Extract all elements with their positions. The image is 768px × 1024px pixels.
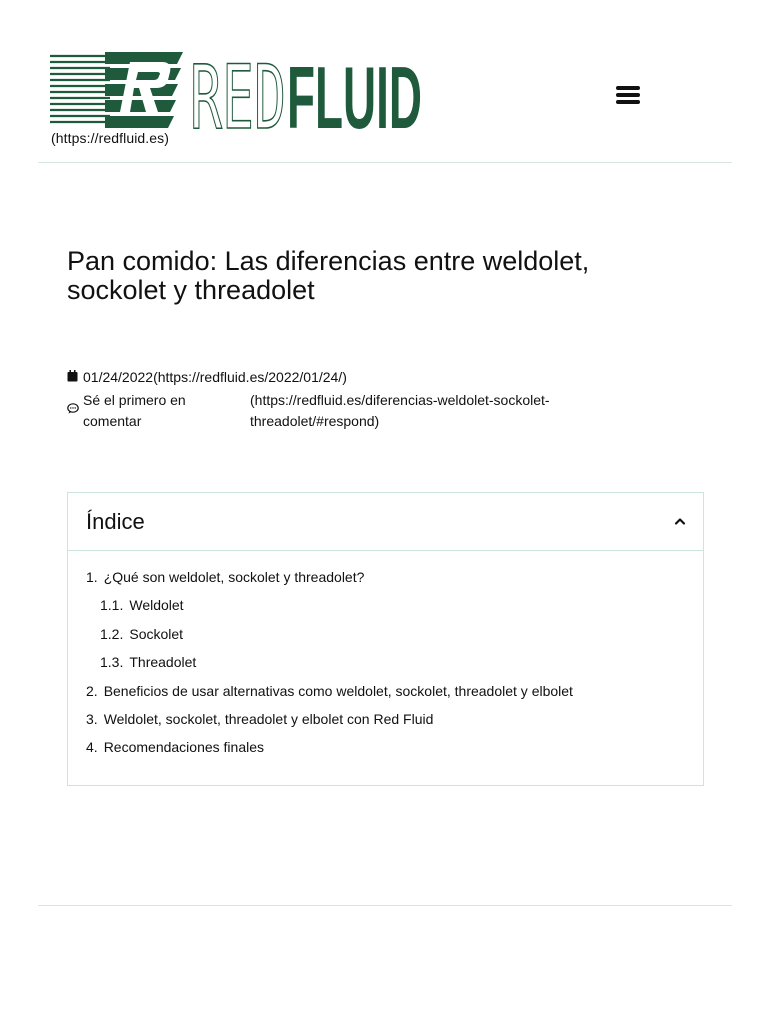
toc-list [86,567,686,766]
toc-item-number: 1. [86,569,98,585]
toc-title: Índice [86,509,145,534]
toc-item-number: 1.2. [100,625,124,642]
toc-link-recomendaciones[interactable]: Recomendaciones finales [103,739,265,756]
toc-item-number: 1.3. [100,654,124,671]
comment-link[interactable]: Sé el primero en comentar [83,392,186,429]
comment-url[interactable]: (https://redfluid.es/diferencias-weldolet-sockolet-threadolet/#respond) [250,392,550,429]
chevron-up-icon[interactable] [673,514,687,528]
toc-item-number: 2. [86,682,98,699]
toc-item-number: 3. [86,710,98,727]
post-date-url: (https://redfluid.es/2022/01/24/) [153,369,347,385]
svg-text:RED: RED [190,50,286,132]
toc-item-1-3 [86,652,686,680]
toc-link-red-fluid[interactable]: Weldolet, sockolet, threadolet y elbolet con Red Fluid [103,710,434,727]
toc-item-3 [86,709,686,737]
toc-link-threadolet[interactable]: Threadolet [129,654,197,671]
svg-text:FLUID: FLUID [287,50,422,132]
calendar-icon [67,370,78,382]
toc-link-weldolet[interactable]: Weldolet [129,597,184,614]
toc-item-1-1 [86,595,686,623]
toc-item-1 [86,567,686,595]
toc-item-4 [86,737,686,765]
comment-icon [67,403,79,414]
toc-item-1-2 [86,624,686,652]
toc-item-number: 4. [86,739,98,756]
toc-link-beneficios[interactable]: Beneficios de usar alternativas como weldolet, sockolet, threadolet y elbolet [103,682,573,699]
site-header [38,0,732,163]
post-date-link[interactable] [83,367,347,387]
meta-date-row [67,367,707,387]
toc-item-2 [86,681,686,709]
post-date: 01/24/2022 [83,369,154,385]
logo-url-text: (https://redfluid.es) [51,130,170,146]
article-title: Pan comido: Las diferencias entre weldolet, sockolet y threadolet [67,246,590,305]
footer-divider [38,905,732,906]
site-logo-link[interactable] [50,50,430,150]
hamburger-menu-icon[interactable] [613,86,643,112]
toc-link-que-son[interactable]: ¿Qué son weldolet, sockolet y threadolet? [103,569,365,585]
meta-comment-row [67,390,707,432]
article-meta [67,367,707,432]
redfluid-logo [50,50,430,132]
toc-item-number: 1.1. [100,597,124,614]
table-of-contents [67,492,704,786]
toc-link-sockolet[interactable]: Sockolet [129,625,184,642]
toc-header[interactable] [68,493,703,551]
